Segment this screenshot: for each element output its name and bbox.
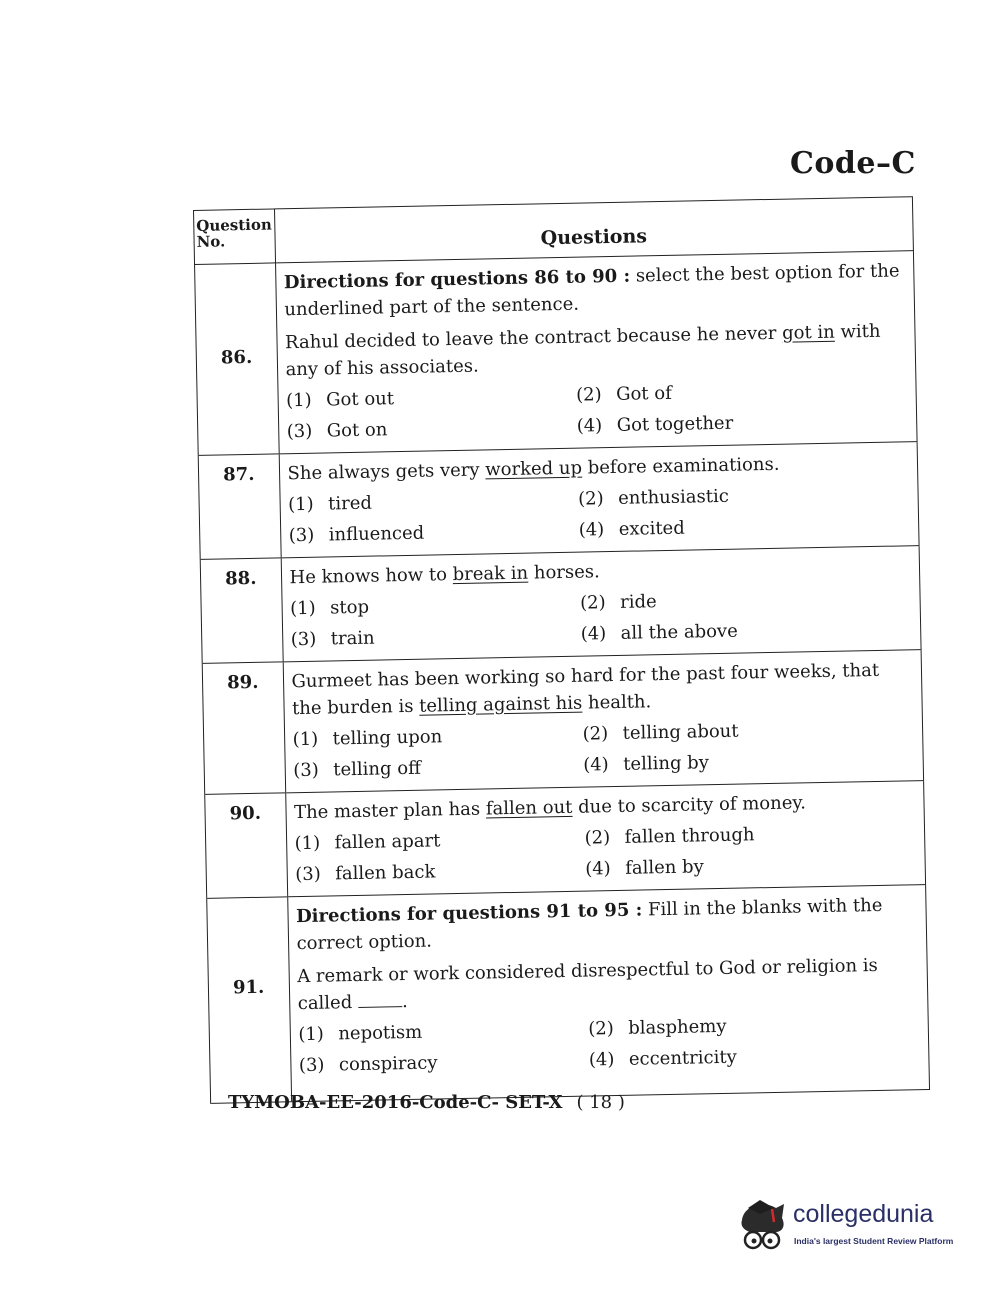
code-title: Code–C <box>790 146 916 181</box>
option-4: (4) Got together <box>576 412 734 437</box>
question-stem: She always gets very worked up before examinations. <box>287 453 780 484</box>
question-stem: A remark or work considered disrespectful to God or religion is called . <box>297 954 879 1014</box>
footer-code: TYMOBA-EE-2016-Code-C- SET-X <box>228 1092 563 1113</box>
page-footer <box>228 1092 625 1113</box>
brand-logo[interactable] <box>736 1196 966 1266</box>
question-row <box>198 441 919 559</box>
fill-blank <box>358 992 402 1008</box>
option-4: (4) all the above <box>580 620 738 645</box>
question-stem: Gurmeet has been working so hard for the past four weeks, that the burden is telling against his health. <box>291 659 880 719</box>
question-number: 88. <box>200 557 282 663</box>
header-questions: Questions <box>274 197 913 263</box>
options-grid <box>290 583 912 653</box>
directions-text: select the best option for the underlined part of the sentence. <box>284 259 900 320</box>
options-grid <box>288 479 910 549</box>
underlined-phrase: got in <box>781 321 835 344</box>
question-row <box>205 780 926 898</box>
question-row <box>207 884 930 1103</box>
option-4: (4) telling by <box>583 751 710 776</box>
option-1: (1) stop <box>289 596 370 619</box>
question-number: 86. <box>195 262 279 455</box>
mascot-icon <box>736 1198 792 1256</box>
option-1: (1) tired <box>287 492 373 515</box>
underlined-phrase: break in <box>452 562 529 585</box>
question-sheet <box>193 196 930 1090</box>
option-4: (4) excited <box>578 517 685 541</box>
option-2: (2) ride <box>579 590 657 614</box>
question-number: 89. <box>202 661 285 794</box>
question-stem: The master plan has fallen out due to scarcity of money. <box>293 791 807 823</box>
directions-lead: Directions for questions 91 to 95 : <box>295 899 643 927</box>
question-number: 87. <box>198 453 280 559</box>
question-stem: He knows how to break in horses. <box>289 560 600 588</box>
option-1: (1) nepotism <box>298 1021 423 1045</box>
page-number: ( 18 ) <box>576 1092 625 1113</box>
option-3: (3) train <box>290 627 375 650</box>
question-stem: Rahul decided to leave the contract because he never got in with any of his associates. <box>284 320 881 380</box>
option-2: (2) telling about <box>582 720 739 745</box>
option-1: (1) Got out <box>285 387 395 411</box>
question-row <box>200 545 921 663</box>
options-grid <box>286 375 908 445</box>
underlined-phrase: fallen out <box>485 796 573 819</box>
option-3: (3) telling off <box>293 757 422 781</box>
option-3: (3) influenced <box>288 522 425 546</box>
option-2: (2) enthusiastic <box>577 485 729 510</box>
header-question-no: Question No. <box>194 209 276 264</box>
question-row <box>195 250 918 455</box>
option-3: (3) conspiracy <box>298 1051 438 1076</box>
brand-tagline: India's largest Student Review Platform <box>794 1236 954 1246</box>
option-4: (4) fallen by <box>585 855 704 880</box>
directions-block <box>284 257 906 323</box>
option-3: (3) fallen back <box>295 860 436 885</box>
question-table <box>193 196 930 1103</box>
directions-text: Fill in the blanks with the correct option. <box>296 894 883 954</box>
option-1: (1) fallen apart <box>294 829 441 854</box>
option-1: (1) telling upon <box>292 725 443 750</box>
options-grid <box>292 714 914 784</box>
option-3: (3) Got on <box>286 418 388 442</box>
options-grid <box>294 818 916 888</box>
question-number: 90. <box>205 792 287 898</box>
option-4: (4) eccentricity <box>588 1046 737 1071</box>
question-number: 91. <box>207 896 291 1103</box>
question-row <box>202 649 923 794</box>
brand-name: collegedunia <box>793 1200 934 1228</box>
option-2: (2) blasphemy <box>588 1015 727 1040</box>
directions-block <box>296 891 918 957</box>
underlined-phrase: worked up <box>485 457 583 480</box>
underlined-phrase: telling against his <box>418 692 583 717</box>
options-grid <box>298 1009 920 1079</box>
option-2: (2) Got of <box>575 382 672 406</box>
directions-lead: Directions for questions 86 to 90 : <box>283 265 631 293</box>
option-2: (2) fallen through <box>584 823 755 849</box>
